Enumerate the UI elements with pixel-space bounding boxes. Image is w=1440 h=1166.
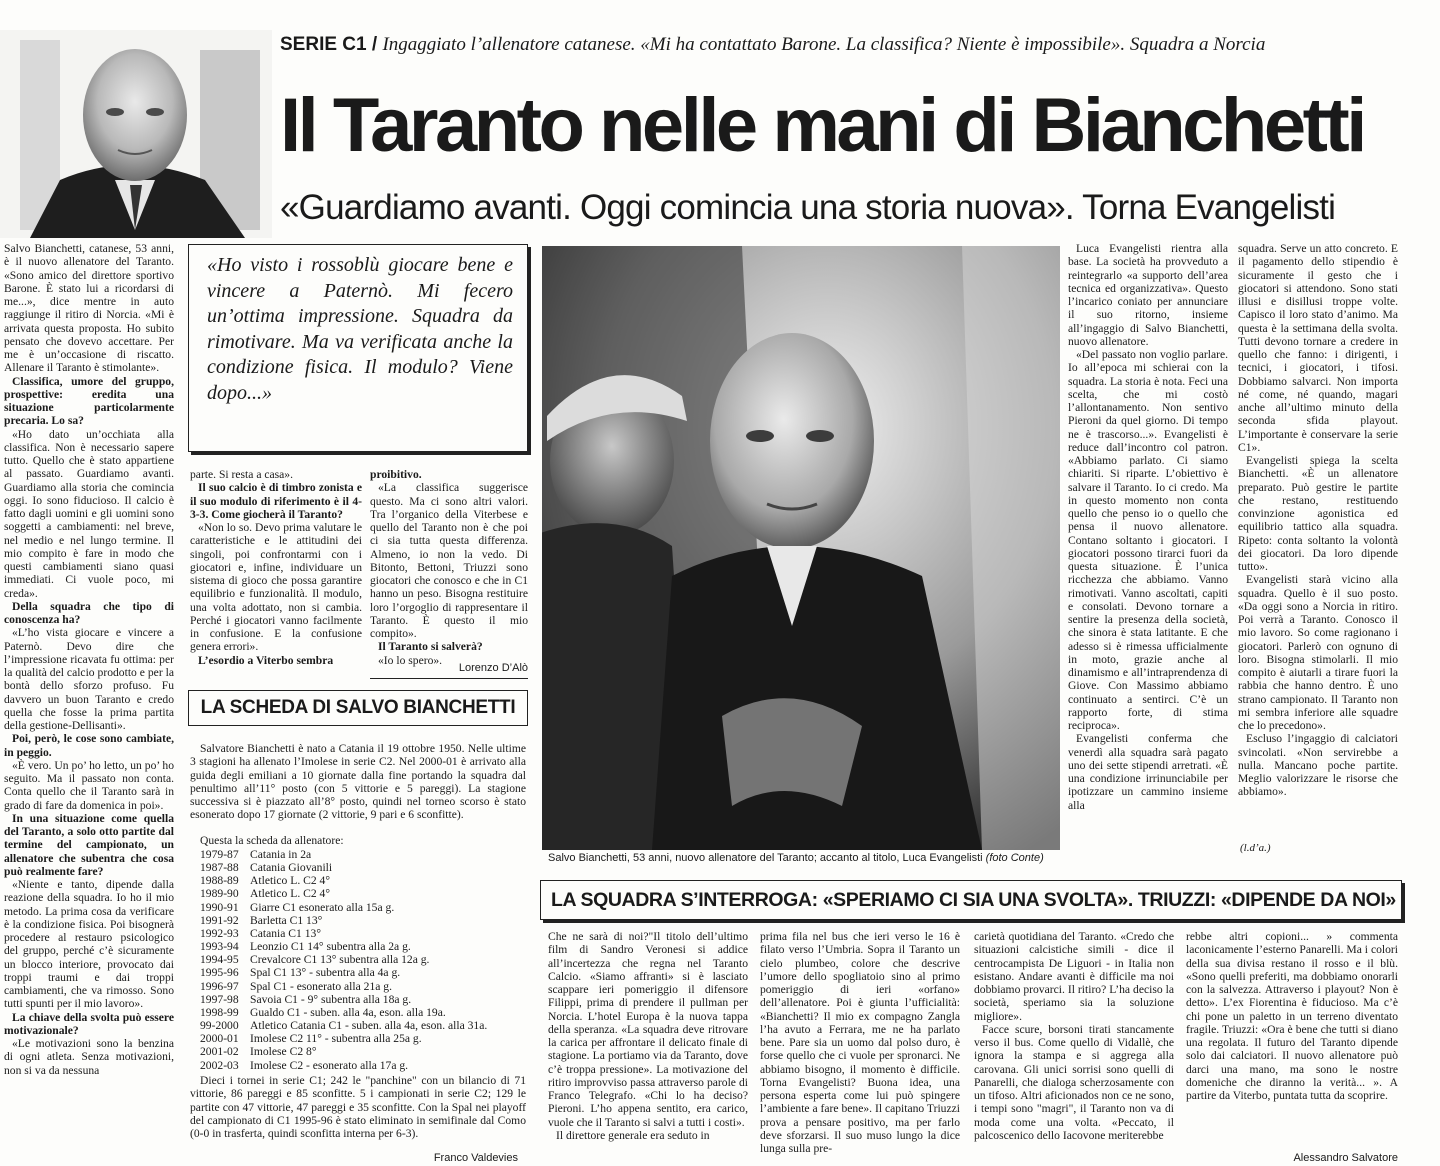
career-detail: Atletico L. C2 4° xyxy=(250,887,330,901)
paragraph: Della squadra che tipo di conoscenza ha? xyxy=(4,599,174,626)
bottom-headline: LA SQUADRA S’INTERROGA: «SPERIAMO CI SIA UNA SVOLTA». TRIUZZI: «DIPENDE DA NOI» xyxy=(551,889,1396,911)
paragraph: «Le motivazioni sono la benzina di ogni atleta. Senza motivazioni, non si va da nessuna xyxy=(4,1037,174,1077)
scheda-outro: Dieci i tornei in serie C1; 242 le "panchine" con un bilancio di 71 vittorie, 86 pareggi e 85 sconfitte. 5 i campionati in serie C2; 129 le partite con 47 vittorie, 47 pareggi e 35 sconfitte. Con la Spal nei playoff del campionato di C1 1995-96 è stato eliminato in semifinale dal Como (0-0 in trasferta, quindi sconfitta interna per 6-3). xyxy=(190,1074,526,1140)
career-detail: Crevalcore C1 13° subentra alla 12a g. xyxy=(250,953,430,967)
bottom-col1-tail: Il direttore generale era seduto in xyxy=(556,1128,710,1142)
paragraph: proibitivo. xyxy=(370,468,422,481)
career-detail: Barletta C1 13° xyxy=(250,913,323,927)
bottom-column-4 xyxy=(1186,930,1398,1148)
bottom-column-3 xyxy=(974,930,1174,1166)
paragraph: «La classifica suggerisce questo. Ma ci sono altri valori. Tra l’organico della Viterbese e quello del Taranto non è che poi ci sia tutta questa differenza. Almeno, io non la vedo. Di Bitonto, Bettoni, Triuzzi sono giocatori che conosco e che in C1 hanno un peso. Bisogna restituire loro l’orgoglio di rappresentare il Taranto. È questo il mio compito». xyxy=(370,481,528,640)
scheda-career-list xyxy=(200,848,530,1072)
career-season: 99-2000 xyxy=(200,1019,239,1033)
career-row xyxy=(200,914,530,927)
career-detail: Imolese C2 8° xyxy=(250,1045,317,1059)
career-detail: Atletico L. C2 4° xyxy=(250,874,330,888)
career-season: 1996-97 xyxy=(200,979,239,993)
photo-caption xyxy=(548,852,1060,864)
photo-caption-text: Salvo Bianchetti, 53 anni, nuovo allenatore del Taranto; accanto al titolo, Luca Evangelisti xyxy=(548,852,983,864)
career-season: 2002-03 xyxy=(200,1058,239,1072)
career-detail: Imolese C2 11° - subentra alla 25a g. xyxy=(250,1032,422,1046)
paragraph: squadra. Serve un atto concreto. E il pagamento dello stipendio è sicuramente il gesto che i giocatori si attendono. Sono stati illusi e disillusi troppe volte. Capisco il loro stato d’animo. Ma questa è la settimana della svolta. Tutti devono tornare a credere in quello che fanno: i dirigenti, i tecnici, i giocatori, i tifosi. Dobbiamo salvarci. Non importa né come, né quando, magari anche all’ultimo minuto della seconda sfida playout. L’importante è conservare la serie C1». xyxy=(1238,242,1398,454)
career-row xyxy=(200,874,530,887)
scheda-box xyxy=(188,690,528,1166)
career-detail: Spal C1 13° - subentra alla 4a g. xyxy=(250,966,401,980)
career-season: 1998-99 xyxy=(200,1005,239,1019)
scheda-intro: Salvatore Bianchetti è nato a Catania il 19 ottobre 1950. Nelle ultime 3 stagioni ha allenato l’Imolese in serie C2. Nel 2000-01 è arrivato alla guida degli emiliani a 10 giornate dalla fine portando la squadra dal penultimo all’11° posto (con 5 vittorie e 5 pareggi). La stagione successiva si è piazzato all’8° posto, quindi nel torneo scorso è stato esonerato dopo 17 giornate (2 vittorie, 9 pari e 6 sconfitte). xyxy=(190,742,526,822)
career-row xyxy=(200,980,530,993)
section-label: SERIE C1 xyxy=(280,34,367,55)
bottom-col3-text: carietà quotidiana del Taranto. «Credo che situazioni calcistiche simili - dice il centrocampista De Liguori - in Italia non esistano. Andare avanti è difficile ma noi dobbiamo provarci. Il ritiro? L’ha deciso la società, speriamo sia la soluzione migliore». xyxy=(974,930,1174,1023)
article-column-2 xyxy=(190,468,362,678)
kicker-line: SERIE C1 / Ingaggiato l’allenatore catanese. «Mi ha contattato Barone. La classifica? Niente è impossibile». Squadra a Norcia xyxy=(280,34,1266,55)
paragraph: parte. Si resta a casa». xyxy=(190,468,294,481)
paragraph: Luca Evangelisti rientra alla base. La società ha provveduto a reintegrarlo «a supporto dell’area tecnica ed organizzativa». Questo l’incarico coniato per annunciare il suo ritorno, insieme all’ingaggio di Salvo Bianchetti, nuovo allenatore. xyxy=(1068,242,1228,348)
bottom-column-1 xyxy=(548,930,748,1166)
career-detail: Catania in 2a xyxy=(250,848,312,861)
paragraph: In una situazione come quella del Taranto, a solo otto partite dal termine del campionato, un allenatore che subentra che cosa può realmente fare? xyxy=(4,811,174,878)
career-season: 1992-93 xyxy=(200,926,239,940)
career-season: 1997-98 xyxy=(200,992,239,1006)
career-season: 1988-89 xyxy=(200,874,239,888)
career-season: 1993-94 xyxy=(200,940,239,954)
kicker-text: Ingaggiato l’allenatore catanese. «Mi ha contattato Barone. La classifica? Niente è impossibile». Squadra a Norcia xyxy=(382,34,1266,55)
portrait-illustration xyxy=(0,30,272,238)
career-season: 1979-87 xyxy=(200,848,239,861)
career-row xyxy=(200,927,530,940)
career-season: 1995-96 xyxy=(200,966,239,980)
paragraph: La chiave della svolta può essere motivazionale? xyxy=(4,1010,174,1037)
career-row xyxy=(200,993,530,1006)
paragraph: Il suo calcio è di timbro zonista e il suo modulo di riferimento è il 4-3-3. Come giocherà il Taranto? xyxy=(190,481,362,521)
pull-quote-text: «Ho visto i rossoblù giocare bene e vincere a Paternò. Mi fecero un’ottima impressione. Squadra da rimotivare. Ma va verificata anche la condizione fisica. Il modulo? Viene dopo...» xyxy=(207,254,513,404)
paragraph: Poi, però, le cose sono cambiate, in peggio. xyxy=(4,732,174,759)
bottom-column-2 xyxy=(760,930,960,1166)
byline-franco: Franco Valdevies xyxy=(433,1152,518,1164)
career-row xyxy=(200,940,530,953)
career-season: 1987-88 xyxy=(200,861,239,875)
career-row xyxy=(200,1059,530,1072)
career-row xyxy=(200,1032,530,1045)
signature-lda: (l.d’a.) xyxy=(1240,842,1271,854)
paragraph: «È vero. Un po’ ho letto, un po’ ho seguito. Ma il passato non conta. Conta quello che il Taranto sarà in grado di fare da domenica in poi». xyxy=(4,758,174,812)
pull-quote-box xyxy=(188,244,528,452)
bottom-col2-text: prima fila nel bus che ieri verso le 16 è filato verso l’Umbria. Sopra il Taranto un cielo plumbeo, colore che descrive l’umore dello spogliatoio sino al primo pomeriggio di ieri «orfano» dell’allenatore. Poi è giunta l’ufficialità: «Bianchetti? Il mio ex compagno Zangla l’ha avuto a Ferrara, me ne ha parlato bene. Pare sia un uomo dal polso duro, è forse quello che ci vuole per spronarci. Ne abbiamo bisogno, il momento è difficile. Torna Evangelisti? Buona idea, una persona esperta come lui può spingere l’ambiente a fare bene». Il capitano Triuzzi prova a pensare positivo, ma per farlo deve sforzarsi. Il suo muso lungo la dice lunga sulla pre- xyxy=(760,930,960,1155)
career-detail: Catania Giovanili xyxy=(250,861,333,875)
byline-alessandro: Alessandro Salvatore xyxy=(1293,1152,1398,1164)
bottom-col1-text: Che ne sarà di noi?"Il titolo dell’ultimo film di Sandro Veronesi si addice all’incertezza che regna nel Taranto Calcio. «Siamo affranti» si è lasciato scappare ieri pomeriggio il difensore Filippi, prima di prendere il pullman per Norcia. L’hotel Europa è la nuova tappa della speranza. «La squadra deve ritrovare la carica per affrontare il delicato finale di stagione. La portiamo via da Taranto, dove c’è troppa pressione». La motivazione del ritiro improvviso passa attraverso parole di Franco Telegrafo. «Chi lo ha deciso? Pieroni. L’ho appena sentito, era carico, vuole che il Taranto si salvi a tutti i costi». xyxy=(548,930,748,1129)
paragraph: «Del passato non voglio parlare. Io all’epoca mi schierai con la squadra. La storia è nota. Feci una scelta, che mi costò l’allontanamento. Non sentivo Pieroni da quel giorno. Di tempo ne è trascorso...». Evangelisti è reduce dall’incontro col patron. «Abbiamo parlato. Ci siamo chiariti. Si riparte. L’obiettivo è salvare il Taranto. Io ci credo. Ma in questo momento non conta quello che penso io o quello che pensa il nuovo allenatore. Contano soltanto i giocatori. I giocatori possono tirarci fuori da questa situazione. È l’unica ricchezza che abbiamo. Vanno rimotivati. Vanno ascoltati, capiti e consolati. Devono tornare a sentire la presenza della società, che sinora è stata latitante. E che adesso si è rimessa ufficialmente in moto, grazie anche al dinamismo e all’intraprendenza di Giove. Con Massimo abbiamo continuato a sentirci. C’è un rapporto forte, di stima reciproca». xyxy=(1068,348,1228,732)
career-detail: Giarre C1 esonerato alla 15a g. xyxy=(250,900,395,914)
career-season: 2001-02 xyxy=(200,1045,239,1059)
portrait-photo xyxy=(0,30,272,238)
career-row xyxy=(200,887,530,900)
paragraph: Evangelisti spiega la scelta Bianchetti. «È un allenatore preparato. Può gestire le partite che restano, restituendo convinzione agonistica ed equilibrio tattico alla squadra. Ripeto: conta soltanto la volontà dei giocatori. Da loro dipende tutto». xyxy=(1238,454,1398,573)
career-season: 1994-95 xyxy=(200,953,239,967)
paragraph: «Non lo so. Devo prima valutare le caratteristiche e le attitudini dei singoli, poi confrontarmi con i giocatori e, infine, individuare un sistema di gioco che possa garantire equilibrio e funzionalità. Il modulo, una volta adottato, non si cambia. Perché i giocatori vanno facilmente in confusione. E la confusione genera errori». xyxy=(190,521,362,654)
paragraph: Evangelisti starà vicino alla squadra. Quello è il suo posto. «Da oggi sono a Norcia in ritiro. Poi verrà a Taranto. Conosco il mio lavoro. So come ragionano i giocatori. Parlerò con ognuno di loro. Bisogna stimolarli. Il mio compito è aiutarli a tirare fuori la rabbia che hanno dentro. È uno strano campionato. Il Taranto non mi sembra inferiore alle squadre che lo precedono». xyxy=(1238,573,1398,732)
career-detail: Imolese C2 - esonerato alla 17a g. xyxy=(250,1058,409,1072)
career-row xyxy=(200,966,530,979)
career-row xyxy=(200,901,530,914)
career-detail: Gualdo C1 - suben. alla 4a, eson. alla 19a. xyxy=(250,1005,446,1019)
career-season: 1989-90 xyxy=(200,887,239,901)
bottom-col3-tail: Facce scure, borsoni tirati stancamente verso il bus. Come quello di Vidallè, che ignora la stampa e si aggrega alla carovana. Gli unici sorrisi sono quelli di Panarelli, che dialoga scherzosamente con un tifoso. Altri aficionados non ce ne sono, i tempi sono "magri", il Taranto non va di moda come una volta. «Peccato, il palcoscenico dello Iacovone meriterebbe xyxy=(974,1022,1174,1142)
career-season: 1990-91 xyxy=(200,900,239,914)
career-row xyxy=(200,1006,530,1019)
paragraph: «Niente e tanto, dipende dalla reazione della squadra. Io ho il mio metodo. La prima cosa da verificare è la condizione fisica. Poi bisognerà procedere al restauro psicologico del gruppo, perché c’è sicuramente un blocco interiore, provocato dai troppi traumi e dai troppi cambiamenti, che va rimosso. Sono tutti spunti per il mio lavoro». xyxy=(4,878,174,1011)
career-detail: Savoia C1 - 9° subentra alla 18a g. xyxy=(250,992,412,1006)
article-column-6 xyxy=(1238,242,1398,842)
photo-credit: (foto Conte) xyxy=(985,852,1044,864)
paragraph: «Ho dato un’occhiata alla classifica. Non è necessario sapere tutto. Quello che è stato appartiene al passato. Guardiamo avanti. Guardiamo alla storia che comincia oggi. Io sono fiducioso. Il calcio è fatto dagli uomini e gli uomini sono soggetti a cambiamenti: nel breve, nel medio e nel lungo termine. Il mio compito è fare in modo che questi cambiamenti siano quasi immediati. Ci vuole poco, mi creda». xyxy=(4,427,174,600)
career-detail: Catania C1 13° xyxy=(250,926,321,940)
main-photo xyxy=(542,246,1060,850)
career-detail: Spal C1 - esonerato alla 21a g. xyxy=(250,979,392,993)
paragraph: Il Taranto si salverà? xyxy=(378,640,483,654)
article-column-5 xyxy=(1068,242,1228,857)
career-season: 1991-92 xyxy=(200,913,239,927)
article-column-1 xyxy=(4,242,174,1166)
career-season: 2000-01 xyxy=(200,1032,239,1046)
paragraph: L’esordio a Viterbo sembra xyxy=(198,653,334,667)
career-row xyxy=(200,953,530,966)
paragraph: «Io lo spero». xyxy=(378,653,443,667)
career-row xyxy=(200,1045,530,1058)
paragraph: «L’ho vista giocare e vincere a Paternò. Devo dire che l’impressione ricavata fu ottima: per la qualità del calcio prodotto e per la bontà dello sforzo profuso. Fu davvero un buon Taranto e credo quella che fosse la prima partita della gestione-Dellisanti». xyxy=(4,626,174,732)
paragraph: Classifica, umore del gruppo, prospettive: eredita una situazione particolarmente precaria. Lo sa? xyxy=(4,374,174,428)
career-detail: Atletico Catania C1 - suben. alla 4a, eson. alla 31a. xyxy=(250,1019,488,1033)
bottom-headline-box xyxy=(540,880,1402,920)
main-photo-illustration xyxy=(542,246,1060,850)
paragraph: Salvo Bianchetti, catanese, 53 anni, è il nuovo allenatore del Taranto. «Sono amico del direttore sportivo Barone. È stato lui a ricordarsi di me...», dice mentre in auto raggiunge il ritiro di Norcia. «Mi è arrivata questa proposta. Ho subito pensato che dovevo accettare. Per me è un’occasione di riscatto. Allenare il Taranto è stimolante». xyxy=(4,242,174,375)
career-row xyxy=(200,848,530,861)
byline-lorenzo: Lorenzo D’Alò xyxy=(458,662,528,674)
scheda-lead: Questa la scheda da allenatore: xyxy=(200,834,344,847)
headline: Il Taranto nelle mani di Bianchetti xyxy=(280,83,1364,168)
career-row xyxy=(200,861,530,874)
paragraph: Escluso l’ingaggio di calciatori svincolati. «Non servirebbe a nulla. Mancano poche partite. Meglio valorizzare le risorse che abbiamo». xyxy=(1238,732,1398,799)
bottom-col4-text: rebbe altri copioni... » commenta laconicamente l’esterno Panarelli. Ma i colori della sua divisa restano il rosso e il blù. «Sono quelli preferiti, ma dobbiamo onorarli con la salvezza. Attraverso i playout? Non è detto». L’ex Fiorentina è fiducioso. Ma c’è chi pone un paletto in un terreno diventato fragile. Triuzzi: «Ora è bene che tutti si diano una regolata. Il futuro del Taranto dipende solo dai calciatori. Il nuovo allenatore può darci una mano, ma sono le nostre domeniche che diranno la verità... ». A partire da Viterbo, puntata tutta da scoprire. xyxy=(1186,930,1398,1102)
paragraph: Evangelisti conferma che venerdì alla squadra sarà pagato uno dei sette stipendi arretrati. «È una condizione irrinunciabile per ipotizzare un cammino insieme alla xyxy=(1068,732,1228,812)
career-row xyxy=(200,1019,530,1032)
article-column-3 xyxy=(370,468,528,668)
career-detail: Leonzio C1 14° subentra alla 2a g. xyxy=(250,940,411,954)
subheadline: «Guardiamo avanti. Oggi comincia una storia nuova». Torna Evangelisti xyxy=(280,188,1336,227)
scheda-title: LA SCHEDA DI SALVO BIANCHETTI xyxy=(188,690,528,726)
